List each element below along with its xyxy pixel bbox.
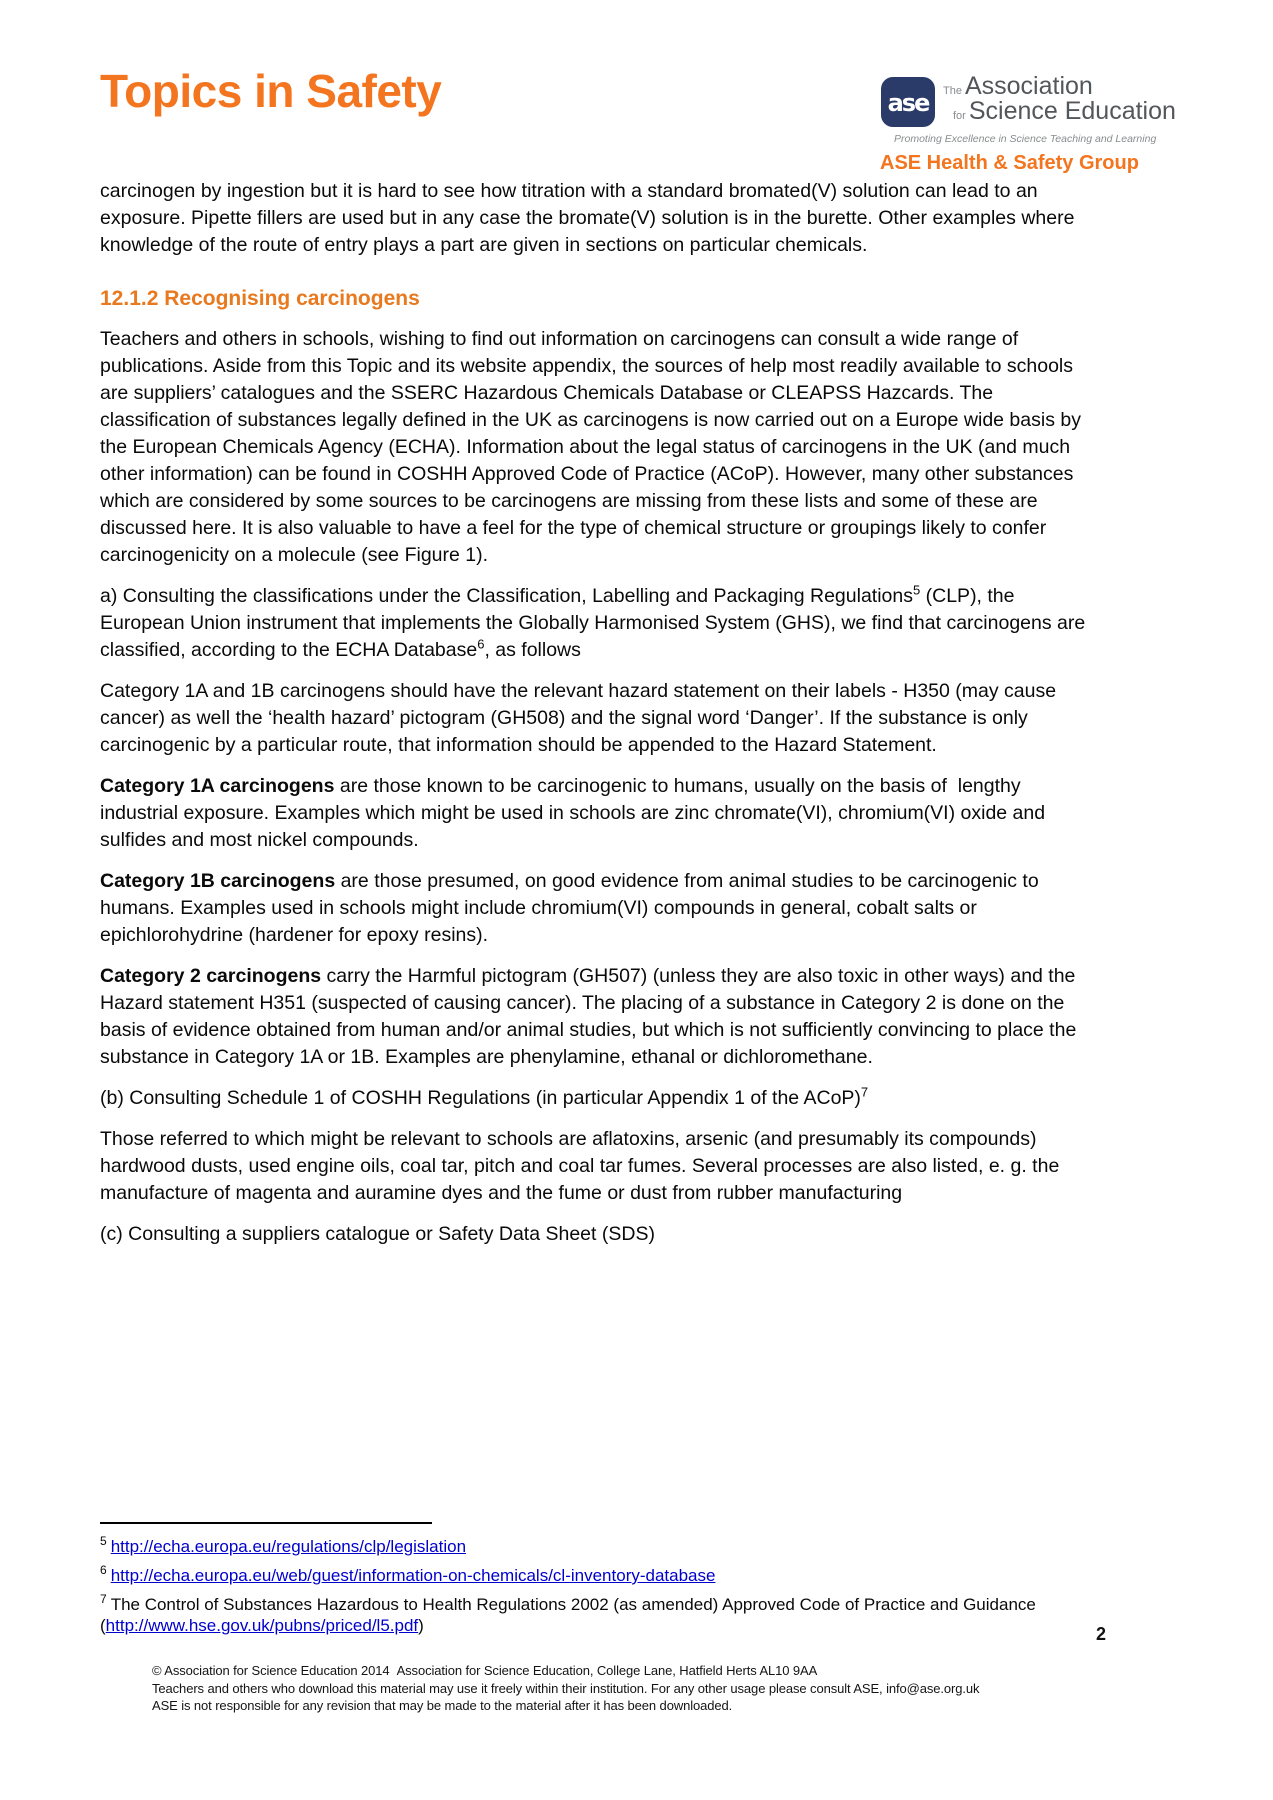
page-footer xyxy=(152,1662,1162,1715)
paragraph-category-2 xyxy=(100,963,1100,1071)
footer-disclaimer-line: ASE is not responsible for any revision that may be made to the material after it has been downloaded. xyxy=(152,1698,733,1713)
logo-name-lines xyxy=(943,74,1176,124)
paragraph-category-1a xyxy=(100,773,1100,854)
paragraph-category-1b xyxy=(100,868,1100,949)
category-1a-label: Category 1A carcinogens xyxy=(100,775,335,797)
logo-science-education: Science Education xyxy=(968,97,1176,125)
footnote-7-number: 7 xyxy=(100,1592,107,1607)
ase-logo xyxy=(880,74,1190,175)
logo-prefix-for: for xyxy=(953,110,966,122)
footnote-6-number: 6 xyxy=(100,1563,107,1578)
footnote-7-text: The Control of Substances Hazardous to Health Regulations 2002 (as amended) Approved Code of Practice and Guidance ( xyxy=(100,1595,1036,1635)
paragraph-category-1a-1b-labels: Category 1A and 1B carcinogens should have the relevant hazard statement on their labels - H350 (may cause cancer) as well the ‘health hazard’ pictogram (GH508) and the signal word ‘Danger’. If the substance is only carcinogenic by a particular route, that information should be appended to the Hazard Statement. xyxy=(100,680,1057,756)
svg-text:ase: ase xyxy=(887,89,929,117)
category-2-text: carry the Harmful pictogram (GH507) (unless they are also toxic in other ways) and the Hazard statement H351 (suspected of causing cancer). The placing of a substance in Category 2 is done on the basis of evidence obtained from human and/or animal studies, but which is not sufficiently convincing to place the substance in Category 1A or 1B. Examples are phenylamine, ethanal or dichloromethane. xyxy=(100,965,1077,1068)
logo-prefix-the: The xyxy=(943,85,962,97)
footnote-ref-7[interactable]: 7 xyxy=(860,1084,869,1100)
section-heading-12-1-2: 12.1.2 Recognising carcinogens xyxy=(100,287,420,310)
page-title: Topics in Safety xyxy=(100,65,442,117)
footer-usage-line: Teachers and others who download this material may use it freely within their institution. For any other usage please consult ASE, info@ase.org.uk xyxy=(152,1680,980,1696)
category-1b-label: Category 1B carcinogens xyxy=(100,870,336,892)
paragraph-a-text-post: , as follows xyxy=(484,639,581,661)
ase-knot-icon xyxy=(880,74,936,130)
paragraph-teachers-sources: Teachers and others in schools, wishing to find out information on carcinogens can consult a wide range of publications. Aside from this Topic and its website appendix, the sources of help most readily available to schools are suppliers’ catalogues and the SSERC Hazardous Chemicals Database or CLEAPSS Hazcards. The classification of substances legally defined in the UK as carcinogens is now carried out on a Europe wide basis by the European Chemicals Agency (ECHA). Information about the legal status of carcinogens in the UK (and much other information) can be found in COSHH Approved Code of Practice (ACoP). However, many other substances which are considered by some sources to be carcinogens are missing from these lists and some of these are discussed here. It is also valuable to have a feel for the type of chemical structure or groupings likely to confer carcinogenicity on a molecule (see Figure 1). xyxy=(100,328,1081,566)
paragraph-b-text: (b) Consulting Schedule 1 of COSHH Regulations (in particular Appendix 1 of the ACoP) xyxy=(100,1087,861,1109)
footnote-6-link[interactable]: http://echa.europa.eu/web/guest/information-on-chemicals/cl-inventory-database xyxy=(110,1566,716,1585)
logo-association: Association xyxy=(964,72,1093,100)
footnote-ref-5[interactable]: 5 xyxy=(912,582,921,598)
footnote-6 xyxy=(100,1565,1100,1586)
footnote-ref-6[interactable]: 6 xyxy=(477,636,485,652)
footnote-7-link[interactable]: http://www.hse.gov.uk/pubns/priced/l5.pdf xyxy=(105,1616,419,1635)
category-1b-text: are those presumed, on good evidence from animal studies to be carcinogenic to humans. Examples used in schools might include chromium(VI) compounds in general, cobalt salts or epichlorohydrine (hardener for epoxy resins). xyxy=(100,870,1039,946)
category-2-label: Category 2 carcinogens xyxy=(100,965,322,987)
paragraph-b-coshh xyxy=(100,1085,1100,1112)
paragraph-carcinogen-ingestion: carcinogen by ingestion but it is hard to see how titration with a standard bromated(V) solution can lead to an exposure. Pipette fillers are used but in any case the bromate(V) solution is in the burette. Other examples where knowledge of the route of entry plays a part are given in sections on particular chemicals. xyxy=(100,180,1075,256)
footnote-separator xyxy=(100,1522,432,1524)
page-number: 2 xyxy=(1096,1624,1107,1644)
footnote-5-number: 5 xyxy=(100,1534,107,1549)
paragraph-a-text-mid: (CLP), the European Union instrument that implements the Globally Harmonised System (GHS), we find that carcinogens are classified, according to the ECHA Database xyxy=(100,585,1086,661)
paragraph-a-clp xyxy=(100,583,1100,664)
document-body xyxy=(100,178,1100,1262)
logo-group-title: ASE Health & Safety Group xyxy=(880,152,1139,174)
paragraph-relevant-to-schools: Those referred to which might be relevant to schools are aflatoxins, arsenic (and presumably its compounds) hardwood dusts, used engine oils, coal tar, pitch and coal tar fumes. Several processes are also listed, e. g. the manufacture of magenta and auramine dyes and the fume or dust from rubber manufacturing xyxy=(100,1128,1060,1204)
logo-tagline: Promoting Excellence in Science Teaching and Learning xyxy=(894,133,1157,145)
footnote-7 xyxy=(100,1594,1100,1636)
footnote-5-link[interactable]: http://echa.europa.eu/regulations/clp/legislation xyxy=(110,1537,467,1556)
footer-copyright-line: © Association for Science Education 2014 Association for Science Education, College Lane, Hatfield Herts AL10 9AA xyxy=(152,1663,818,1678)
footnote-area xyxy=(100,1522,1100,1644)
paragraph-a-text: a) Consulting the classifications under the Classification, Labelling and Packaging Regulations xyxy=(100,585,913,607)
footnote-7-text-close: ) xyxy=(418,1616,424,1635)
paragraph-c-sds: (c) Consulting a suppliers catalogue or Safety Data Sheet (SDS) xyxy=(100,1223,655,1245)
footnote-5 xyxy=(100,1536,1100,1557)
category-1a-text: are those known to be carcinogenic to humans, usually on the basis of lengthy industrial exposure. Examples which might be used in schools are zinc chromate(VI), chromium(VI) oxide and sulfides and most nickel compounds. xyxy=(100,775,1046,851)
